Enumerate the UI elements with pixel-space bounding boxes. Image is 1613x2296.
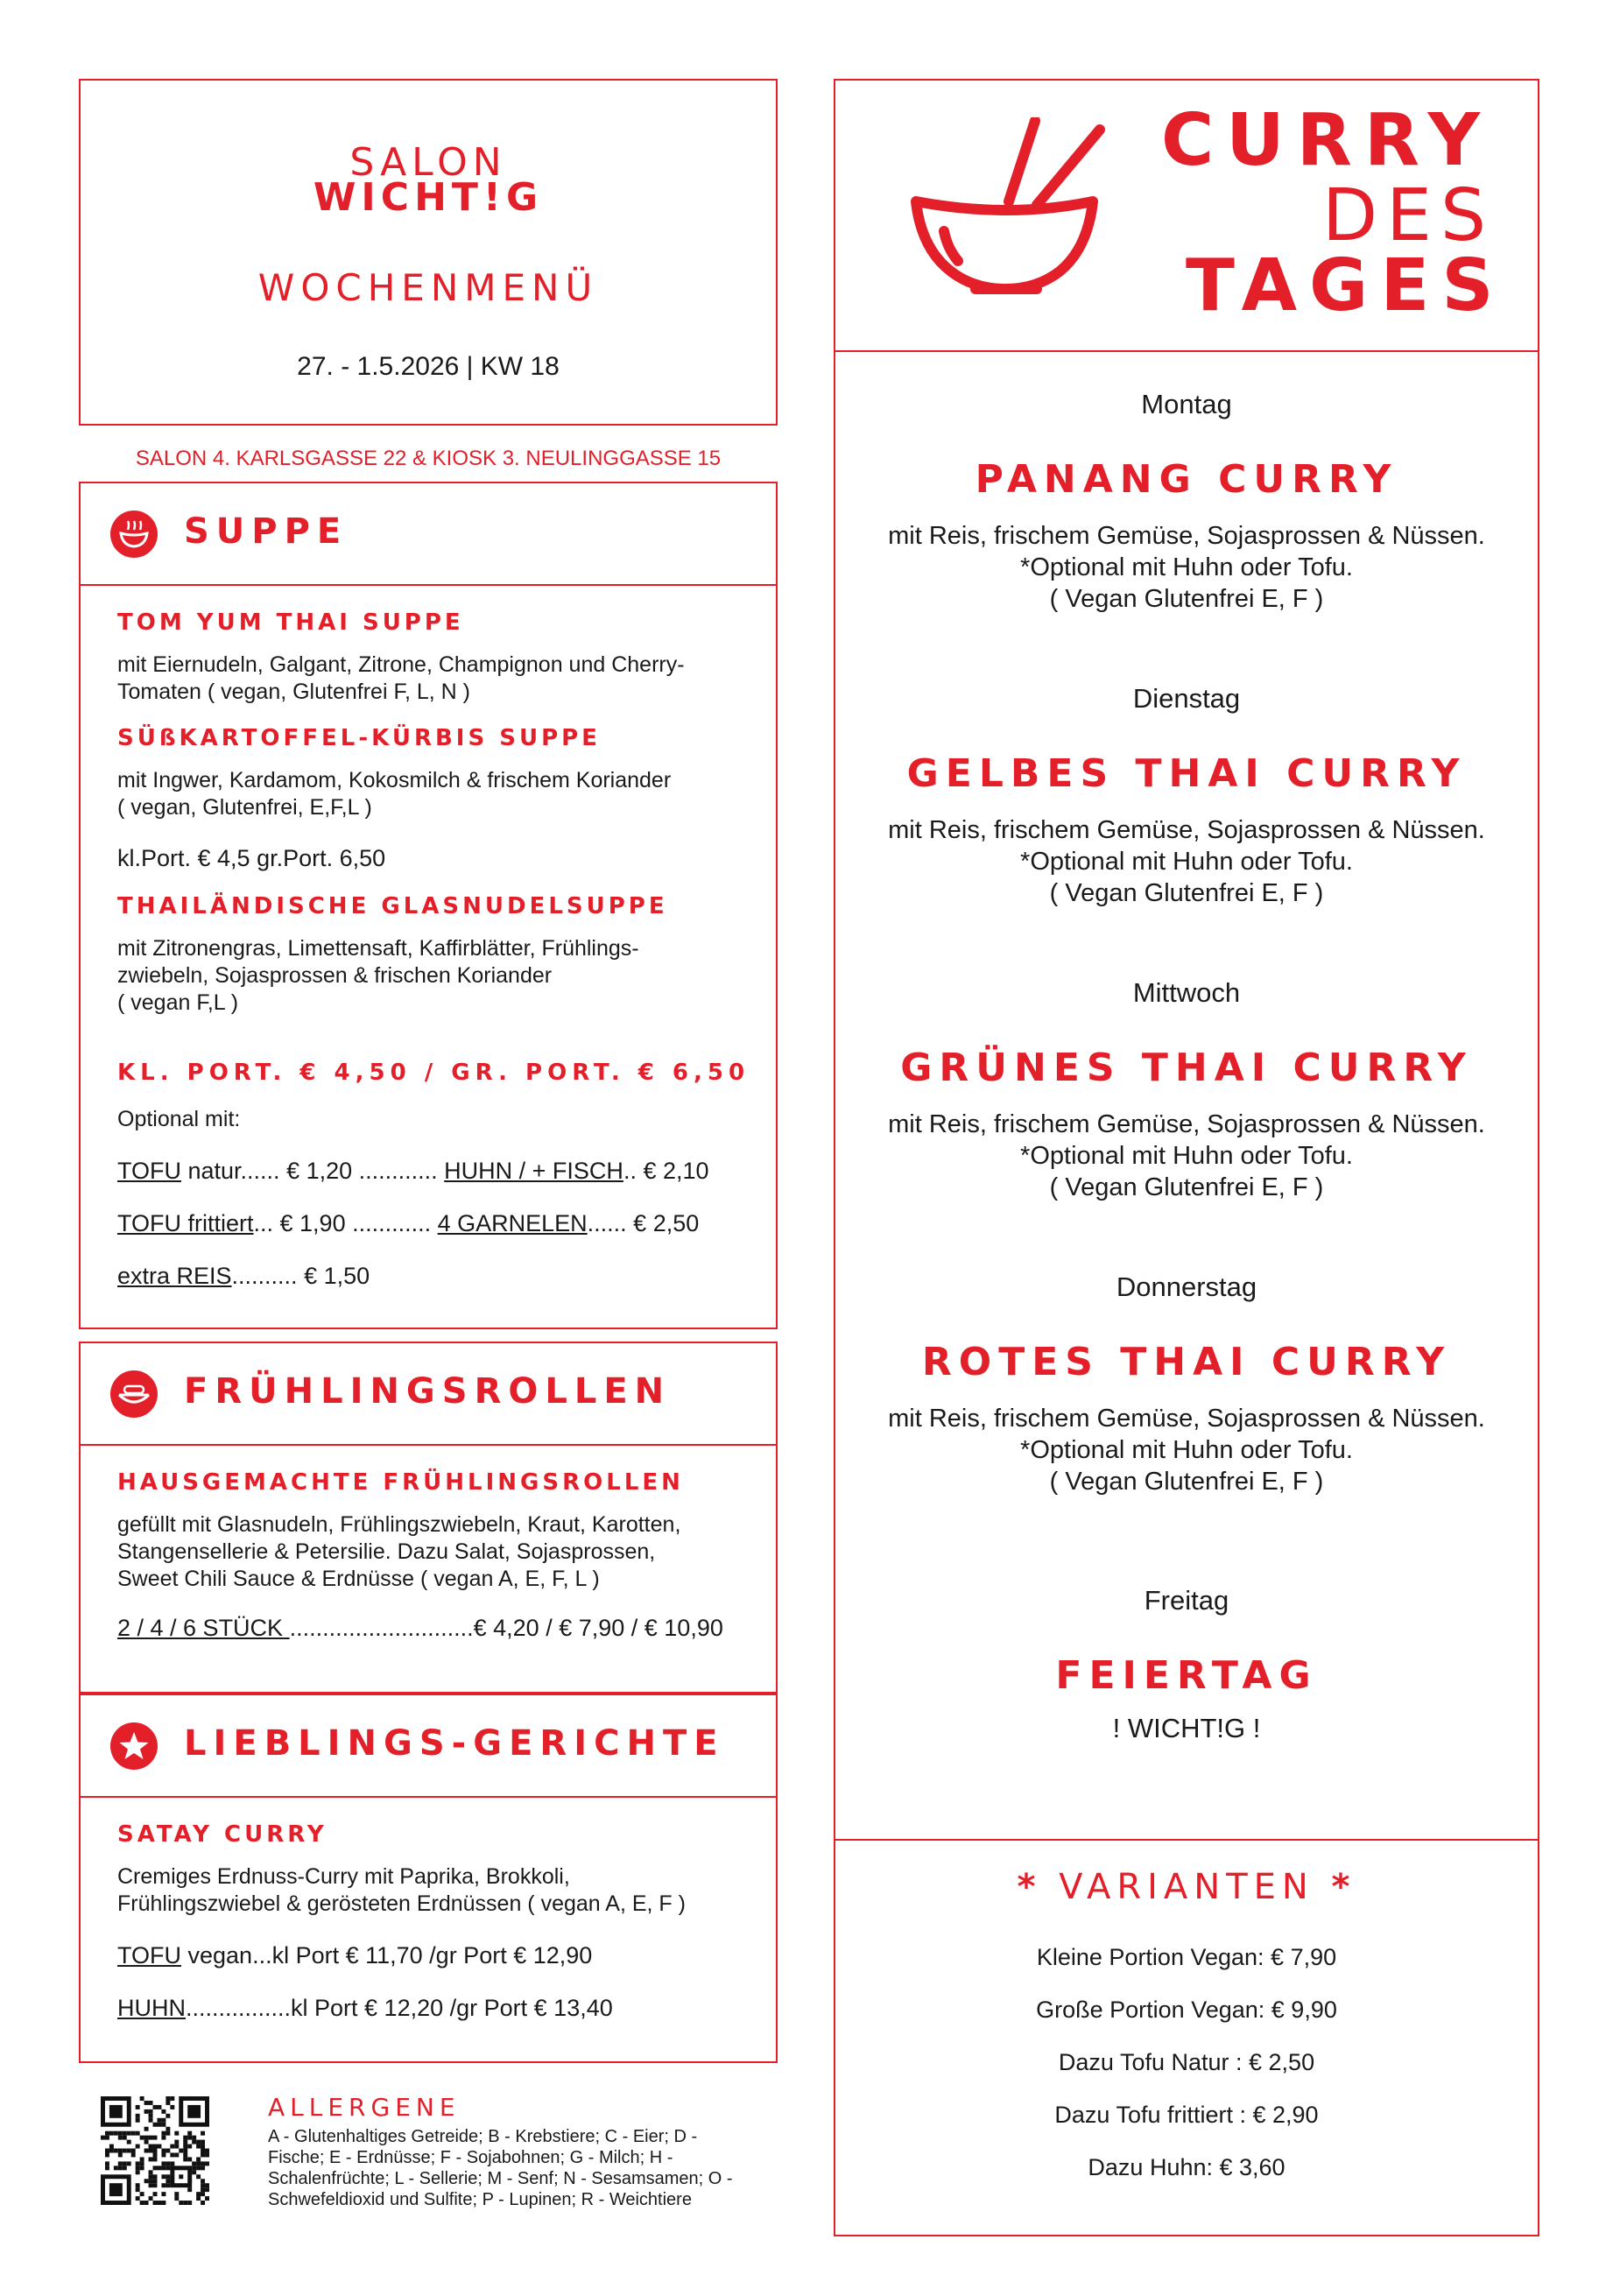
varianten-title: * VARIANTEN * [1017,1867,1356,1907]
curry-name: PANANG CURRY [975,457,1398,502]
bowl-chopsticks-icon [905,117,1116,319]
curry-name: GELBES THAI CURRY [906,751,1467,796]
curry-desc: mit Reis, frischem Gemüse, Sojasprossen & Nüssen. *Optional mit Huhn oder Tofu. ( Vegan Glutenfrei E, F ) [888,522,1485,613]
item-price: kl.Port. € 4,5 gr.Port. 6,50 [117,845,386,871]
curry-section [834,79,1539,2236]
suppe-title: SUPPE [184,511,349,552]
curry-desc: mit Reis, frischem Gemüse, Sojasprossen & Nüssen. *Optional mit Huhn oder Tofu. ( Vegan Glutenfrei E, F ) [888,1405,1485,1496]
item-title: THAILÄNDISCHE GLASNUDELSUPPE [117,893,668,919]
friday-note: ! WICHT!G ! [1112,1713,1261,1743]
item-price: TOFU vegan...kl Port € 11,70 /gr Port € 12,90 [117,1942,593,1969]
option-row: TOFU natur...... € 1,20 ............ HUHN / + FISCH.. € 2,10 [117,1158,709,1184]
port-price: KL. PORT. € 4,50 / GR. PORT. € 6,50 [117,1060,750,1086]
curry-desc: mit Reis, frischem Gemüse, Sojasprossen & Nüssen. *Optional mit Huhn oder Tofu. ( Vegan Glutenfrei E, F ) [888,816,1485,907]
option-row: TOFU frittiert... € 1,90 ............ 4 GARNELEN...... € 2,50 [117,1210,700,1236]
variant-item: Kleine Portion Vegan: € 7,90 [1036,1944,1337,1970]
lieblings-section [79,1694,778,2063]
brand-main: WICHT!G [313,175,544,220]
varianten-divider [835,1839,1538,1841]
spring-roll-icon [110,1370,158,1418]
item-title: HAUSGEMACHTE FRÜHLINGSROLLEN [117,1469,684,1496]
menu-title: WOCHENMENÜ [257,266,599,309]
day-label: Mittwoch [1132,977,1241,1008]
date-line: 27. - 1.5.2026 | KW 18 [297,352,560,381]
day-label: Freitag [1144,1585,1229,1616]
variant-item: Dazu Tofu frittiert : € 2,90 [1054,2102,1319,2128]
allergene-title: ALLERGENE [268,2093,461,2122]
curry-name: ROTES THAI CURRY [921,1340,1452,1384]
day-label: Donnerstag [1116,1271,1257,1302]
lieblings-header [81,1695,776,1798]
lieblings-title: LIEBLINGS-GERICHTE [184,1723,725,1764]
curry-header [835,81,1538,352]
asterisk-icon: * [1331,1867,1356,1907]
qr-code [101,2096,209,2205]
item-price: 2 / 4 / 6 STÜCK ............................€ 4,20 / € 7,90 / € 10,90 [117,1615,723,1641]
curry-title-3: TAGES [1186,244,1506,327]
star-icon [110,1722,158,1770]
suppe-header [81,483,776,586]
rollen-title: FRÜHLINGSROLLEN [184,1371,672,1412]
item-desc: mit Ingwer, Kardamom, Kokosmilch & frischem Koriander ( vegan, Glutenfrei, E,F,L ) [117,768,672,820]
curry-name: GRÜNES THAI CURRY [900,1046,1473,1090]
curry-title-2: DES [1322,174,1496,257]
variant-item: Große Portion Vegan: € 9,90 [1036,1997,1337,2023]
optional-label: Optional mit: [117,1107,241,1131]
rollen-section [79,1342,778,1694]
item-desc: gefüllt mit Glasnudeln, Frühlingszwiebeln, Kraut, Karotten, Stangensellerie & Petersilie. Dazu Salat, Sojasprossen, Sweet Chili Sauce & Erdnüsse ( vegan A, E, F, L ) [117,1512,681,1591]
soup-bowl-icon [110,511,158,558]
option-row: extra REIS.......... € 1,50 [117,1263,370,1289]
variant-item: Dazu Huhn: € 3,60 [1088,2154,1285,2180]
day-label: Montag [1141,389,1232,419]
item-desc: mit Eiernudeln, Galgant, Zitrone, Champignon und Cherry- Tomaten ( vegan, Glutenfrei F, L, N ) [117,652,685,704]
item-price: HUHN................kl Port € 12,20 /gr Port € 13,40 [117,1995,613,2021]
curry-desc: mit Reis, frischem Gemüse, Sojasprossen & Nüssen. *Optional mit Huhn oder Tofu. ( Vegan Glutenfrei E, F ) [888,1110,1485,1201]
allergene-text: A - Glutenhaltiges Getreide; B - Krebstiere; C - Eier; D - Fische; E - Erdnüsse; F - Sojabohnen; G - Milch; H - Schalenfrüchte; L - Sellerie; M - Senf; N - Sesamsamen; O - Schwefeldioxid und Sulfite; P - Lupinen; R - Weichtiere [268,2127,733,2209]
variant-item: Dazu Tofu Natur : € 2,50 [1058,2049,1315,2075]
item-title: SÜßKARTOFFEL-KÜRBIS SUPPE [117,725,601,751]
asterisk-icon: * [1017,1867,1042,1907]
rollen-header [81,1343,776,1446]
item-desc: Cremiges Erdnuss-Curry mit Paprika, Brokkoli, Frühlingszwiebel & gerösteten Erdnüssen ( vegan A, E, F ) [117,1864,686,1916]
item-title: SATAY CURRY [117,1821,328,1848]
locations: SALON 4. KARLSGASSE 22 & KIOSK 3. NEULINGGASSE 15 [135,447,722,470]
brand-top: SALON [349,140,507,185]
item-desc: mit Zitronengras, Limettensaft, Kaffirblätter, Frühlings- zwiebeln, Sojasprossen & frischen Koriander ( vegan F,L ) [117,936,639,1015]
day-label: Dienstag [1132,683,1241,714]
curry-name: FEIERTAG [1055,1653,1318,1698]
header-box [79,79,778,426]
curry-title-1: CURRY [1161,99,1492,182]
item-title: TOM YUM THAI SUPPE [117,609,464,636]
suppe-section [79,482,778,1329]
